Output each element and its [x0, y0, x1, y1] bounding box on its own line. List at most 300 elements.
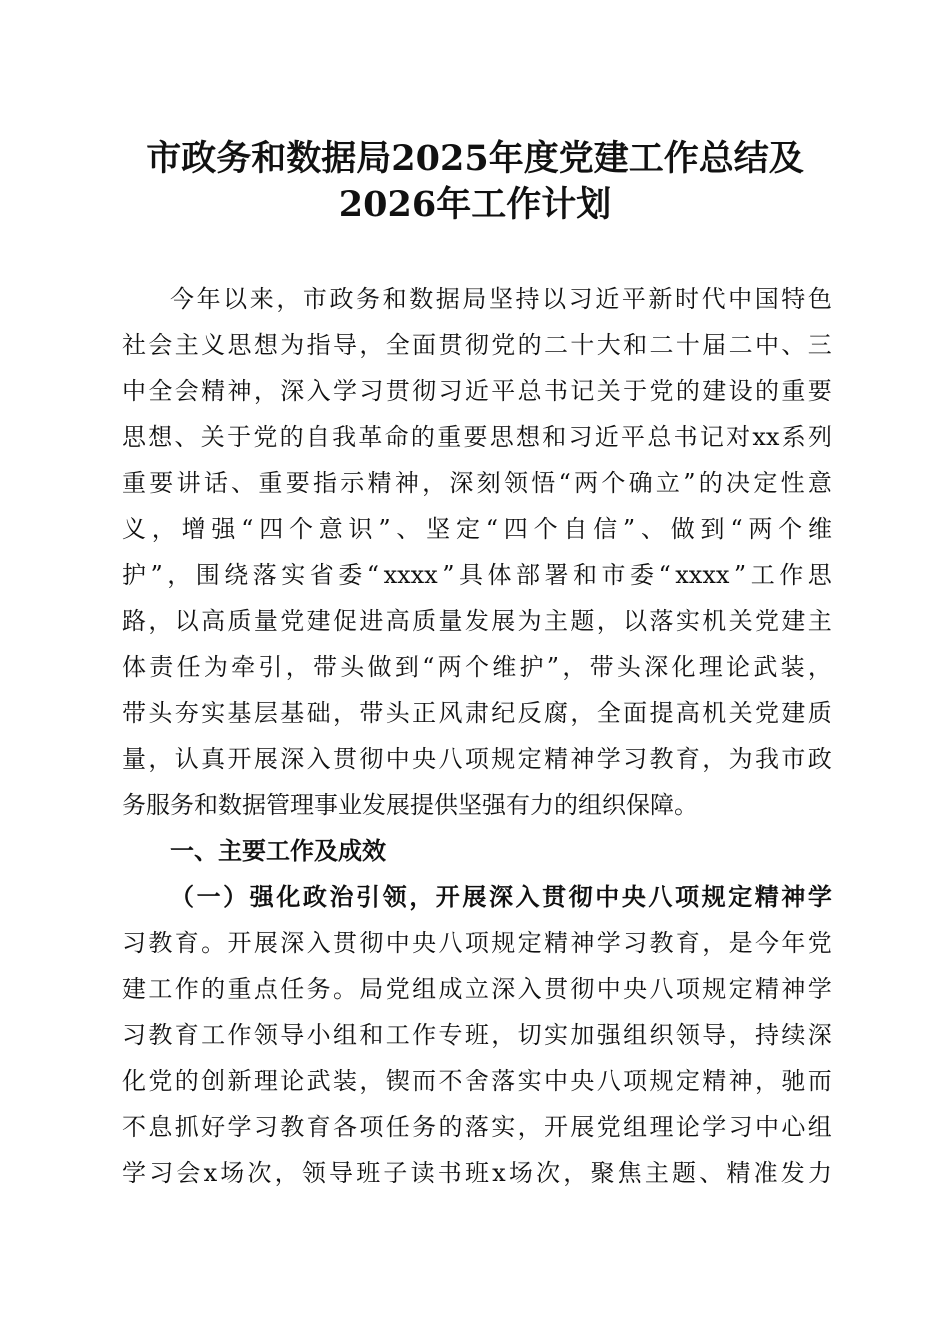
text-glyph: 绕: [224, 561, 249, 589]
text-glyph: 彻: [359, 745, 384, 773]
text-glyph: 列: [807, 423, 832, 451]
text-glyph: 中: [755, 1113, 779, 1141]
text-glyph: 今: [755, 929, 779, 957]
text-glyph: 正: [412, 699, 437, 727]
text-glyph: 做: [670, 515, 695, 543]
text-glyph: 关: [596, 377, 621, 405]
text-glyph: 导: [280, 1021, 305, 1049]
text-glyph: 党: [148, 1067, 173, 1095]
text-glyph: 贯: [544, 975, 568, 1003]
text-glyph: 党: [491, 331, 516, 359]
text-glyph: 点: [253, 975, 278, 1003]
text-glyph: 央: [570, 1067, 595, 1095]
text-glyph: 习: [122, 1021, 146, 1049]
text-line: [122, 598, 832, 644]
text-glyph: 次: [247, 1159, 272, 1187]
text-glyph: 据: [435, 285, 460, 313]
text-glyph: 习: [623, 929, 648, 957]
text-glyph: 组: [412, 975, 437, 1003]
text-glyph: 任: [176, 653, 201, 681]
text-glyph: 体: [487, 561, 512, 589]
text-glyph: ，: [276, 285, 301, 313]
text-glyph: 成: [438, 975, 463, 1003]
text-glyph: 高: [201, 607, 226, 635]
text-glyph: 护: [122, 561, 146, 589]
text-line: [122, 368, 832, 414]
text-glyph: 深: [280, 745, 305, 773]
text-glyph: xx: [752, 423, 780, 451]
text-glyph: 以: [623, 607, 648, 635]
text-glyph: 以: [174, 607, 199, 635]
subsection-heading: [122, 874, 832, 920]
text-glyph: 教: [148, 1021, 173, 1049]
text-glyph: 组: [623, 1113, 648, 1141]
text-glyph: 定: [517, 929, 542, 957]
text-glyph: 的: [517, 331, 542, 359]
text-glyph: ，: [517, 1113, 542, 1141]
text-glyph: 持: [755, 1021, 779, 1049]
text-line: [122, 920, 832, 966]
text-glyph: 局: [462, 285, 487, 313]
text-glyph: 学: [596, 929, 621, 957]
text-glyph: 局: [359, 975, 384, 1003]
text-glyph: 小: [306, 1021, 331, 1049]
text-glyph: 真: [201, 745, 226, 773]
text-glyph: 、: [699, 1159, 724, 1187]
text-glyph: 央: [621, 882, 646, 911]
text-glyph: 和: [542, 423, 567, 451]
text-glyph: 悟: [531, 469, 556, 497]
text-glyph: 化: [671, 653, 696, 681]
text-line: [122, 414, 832, 460]
text-glyph: 委: [629, 561, 654, 589]
text-glyph: 作: [412, 1021, 437, 1049]
text-glyph: 础: [306, 699, 331, 727]
text-glyph: 学: [807, 882, 832, 911]
text-glyph: 平: [621, 423, 646, 451]
text-glyph: 八: [438, 929, 463, 957]
text-glyph: 神: [781, 882, 806, 911]
text-glyph: 近: [594, 423, 619, 451]
text-glyph: 深: [280, 377, 305, 405]
text-glyph: 进: [359, 607, 384, 635]
text-glyph: 带: [359, 699, 384, 727]
text-glyph: 落: [252, 561, 277, 589]
text-glyph: 的: [554, 791, 578, 819]
text-glyph: 育: [675, 929, 700, 957]
text-glyph: 的: [410, 423, 435, 451]
text-glyph: 为: [203, 653, 228, 681]
text-glyph: 大: [596, 331, 621, 359]
text-glyph: 开: [435, 882, 460, 911]
text-glyph: 机: [702, 699, 727, 727]
text-glyph: 障: [650, 791, 674, 819]
text-glyph: 持: [515, 285, 540, 313]
text-glyph: 精: [755, 975, 779, 1003]
text-glyph: 中: [122, 377, 146, 405]
text-glyph: 和: [382, 285, 407, 313]
text-glyph: 量: [438, 607, 463, 635]
text-glyph: 武: [753, 653, 778, 681]
text-glyph: 意: [807, 469, 832, 497]
text-glyph: 党: [385, 975, 410, 1003]
text-glyph: 想: [253, 331, 278, 359]
text-glyph: 信: [593, 515, 618, 543]
text-glyph: 入: [306, 377, 331, 405]
text-glyph: 不: [438, 1067, 463, 1095]
text-glyph: 省: [309, 561, 334, 589]
text-glyph: 今: [170, 285, 194, 313]
text-glyph: 加: [570, 1021, 595, 1049]
text-glyph: 各: [333, 1113, 357, 1141]
text-glyph: 设: [728, 377, 753, 405]
text-glyph: 命: [384, 423, 409, 451]
text-glyph: ，: [359, 1067, 384, 1095]
text-glyph: 维: [807, 515, 832, 543]
text-glyph: 务: [306, 975, 331, 1003]
text-glyph: 高: [385, 607, 410, 635]
text-glyph: 习: [149, 1159, 174, 1187]
text-line: [122, 1150, 832, 1196]
text-glyph: 认: [174, 745, 199, 773]
text-glyph: 织: [602, 791, 626, 819]
text-glyph: 抓: [174, 1113, 199, 1141]
text-glyph: 育: [174, 1021, 199, 1049]
text-glyph: 平: [621, 285, 646, 313]
text-glyph: 风: [438, 699, 463, 727]
text-glyph: 坚: [488, 285, 513, 313]
text-glyph: 不: [122, 1113, 146, 1141]
text-glyph: 展: [253, 929, 278, 957]
text-glyph: 项: [674, 882, 699, 911]
text-glyph: 坚: [458, 791, 482, 819]
text-glyph: 精: [726, 1159, 751, 1187]
text-glyph: 立: [464, 975, 489, 1003]
text-glyph: 。: [674, 791, 698, 819]
text-glyph: 委: [338, 561, 363, 589]
text-glyph: 基: [227, 699, 252, 727]
text-glyph: 导: [702, 1021, 727, 1049]
text-glyph: 治: [329, 882, 354, 911]
text-glyph: 腐: [544, 699, 568, 727]
text-glyph: 书: [544, 377, 568, 405]
text-glyph: “: [658, 561, 671, 589]
text-glyph: 围: [195, 561, 220, 589]
text-glyph: 革: [358, 423, 383, 451]
text-glyph: 的: [675, 377, 700, 405]
text-glyph: 对: [726, 423, 751, 451]
text-glyph: 武: [306, 1067, 331, 1095]
text-glyph: 头: [616, 653, 641, 681]
text-glyph: 两: [437, 653, 462, 681]
text-glyph: 规: [491, 745, 516, 773]
text-glyph: 学: [227, 1113, 252, 1141]
text-glyph: “: [422, 653, 435, 681]
text-glyph: 全: [148, 377, 173, 405]
text-glyph: ，: [728, 1021, 753, 1049]
text-glyph: 组: [807, 1113, 832, 1141]
text-glyph: 要: [463, 423, 488, 451]
text-glyph: 学: [807, 975, 832, 1003]
text-glyph: 是: [728, 929, 753, 957]
text-glyph: ，: [807, 653, 832, 681]
text-glyph: 会: [176, 1159, 201, 1187]
text-glyph: 规: [491, 929, 516, 957]
text-glyph: 三: [807, 331, 832, 359]
text-glyph: 到: [394, 653, 419, 681]
text-glyph: 想: [148, 423, 173, 451]
text-glyph: 彻: [568, 882, 593, 911]
text-glyph: 提: [649, 699, 674, 727]
text-glyph: 的: [698, 469, 723, 497]
text-glyph: 党: [649, 377, 674, 405]
text-glyph: 展: [462, 882, 487, 911]
text-glyph: 重: [437, 423, 462, 451]
text-glyph: 深: [807, 1021, 832, 1049]
text-glyph: 关: [728, 699, 753, 727]
text-glyph: 定: [675, 1067, 700, 1095]
text-glyph: 精: [702, 1067, 727, 1095]
text-glyph: 责: [149, 653, 174, 681]
text-glyph: 神: [728, 1067, 753, 1095]
text-glyph: 作: [227, 1021, 252, 1049]
text-glyph: 开: [227, 929, 252, 957]
text-glyph: 贯: [333, 745, 357, 773]
subsection-paragraph: [122, 874, 832, 1196]
text-glyph: 入: [517, 975, 542, 1003]
text-glyph: 而: [412, 1067, 437, 1095]
text-glyph: 发: [362, 791, 386, 819]
text-glyph: 规: [701, 882, 726, 911]
text-glyph: ，: [359, 331, 384, 359]
text-glyph: 政: [807, 745, 832, 773]
text-glyph: ，: [562, 653, 587, 681]
text-glyph: 量: [253, 607, 278, 635]
text-glyph: 中: [385, 929, 410, 957]
text-glyph: 导: [329, 1159, 354, 1187]
text-glyph: 八: [596, 1067, 621, 1095]
text-glyph: 入: [515, 882, 540, 911]
text-glyph: 作: [174, 975, 199, 1003]
text-glyph: 带: [312, 653, 337, 681]
text-glyph: 层: [253, 699, 278, 727]
text-glyph: 重: [227, 975, 252, 1003]
text-glyph: 深: [488, 882, 513, 911]
text-glyph: 提: [410, 791, 434, 819]
text-glyph: 创: [201, 1067, 226, 1095]
text-glyph: ，: [596, 607, 621, 635]
text-glyph: 两: [574, 469, 599, 497]
text-glyph: 心: [781, 1113, 806, 1141]
text-glyph: 学: [122, 1159, 146, 1187]
text-glyph: 务: [122, 791, 146, 819]
text-glyph: 党: [755, 607, 779, 635]
text-glyph: 供: [434, 791, 458, 819]
text-glyph: 精: [201, 377, 226, 405]
text-glyph: 二: [649, 331, 674, 359]
text-glyph: 场: [220, 1159, 245, 1187]
text-glyph: 发: [464, 607, 489, 635]
text-glyph: 化: [276, 882, 301, 911]
document-title-line-2: 2026年工作计划: [338, 184, 612, 225]
text-glyph: ，: [253, 377, 278, 405]
text-glyph: 聚: [590, 1159, 615, 1187]
text-glyph: 思: [122, 423, 146, 451]
text-glyph: ”: [546, 653, 560, 681]
text-glyph: 领: [503, 469, 528, 497]
text-glyph: 肃: [464, 699, 489, 727]
section-heading: [122, 828, 832, 874]
text-glyph: 会: [148, 331, 173, 359]
text-glyph: 个: [533, 515, 558, 543]
text-glyph: 书: [673, 423, 698, 451]
text-glyph: 确: [628, 469, 653, 497]
text-glyph: 学: [702, 1113, 727, 1141]
text-glyph: 来: [249, 285, 274, 313]
text-line: [122, 690, 832, 736]
text-glyph: 质: [227, 607, 252, 635]
text-glyph: ”: [683, 469, 696, 497]
text-glyph: 新: [227, 1067, 252, 1095]
text-glyph: 贯: [333, 929, 357, 957]
text-glyph: 续: [781, 1021, 806, 1049]
text-glyph: 任: [385, 1113, 410, 1141]
text-line: [122, 1104, 832, 1150]
text-glyph: 好: [201, 1113, 226, 1141]
text-glyph: 神: [570, 929, 595, 957]
text-glyph: 央: [412, 929, 437, 957]
text-glyph: 领: [675, 1021, 700, 1049]
text-glyph: 央: [623, 975, 648, 1003]
text-glyph: 中: [595, 882, 620, 911]
text-glyph: 讲: [176, 469, 201, 497]
text-glyph: 色: [807, 285, 832, 313]
text-line: [122, 736, 832, 782]
text-glyph: 精: [544, 929, 568, 957]
text-glyph: 领: [382, 882, 407, 911]
text-line: [122, 552, 832, 598]
text-glyph: 中: [544, 1067, 568, 1095]
text-glyph: ，: [702, 929, 727, 957]
text-glyph: ）: [223, 882, 248, 911]
text-glyph: ，: [755, 1067, 779, 1095]
text-glyph: 、: [396, 515, 421, 543]
text-glyph: 织: [649, 1021, 674, 1049]
text-glyph: 务: [170, 791, 194, 819]
text-glyph: 重: [122, 469, 146, 497]
text-glyph: 规: [702, 975, 727, 1003]
text-glyph: 彻: [464, 331, 489, 359]
text-glyph: 总: [517, 377, 542, 405]
text-glyph: 指: [306, 331, 331, 359]
text-glyph: 建: [702, 377, 727, 405]
text-glyph: 教: [148, 929, 173, 957]
text-glyph: 定: [753, 469, 778, 497]
text-glyph: 为: [280, 331, 305, 359]
text-glyph: 。: [201, 929, 226, 957]
text-glyph: 中: [385, 745, 410, 773]
text-line: [122, 782, 832, 828]
text-glyph: 中: [755, 331, 779, 359]
text-glyph: 深: [491, 975, 516, 1003]
text-glyph: 题: [672, 1159, 697, 1187]
text-glyph: 精: [367, 469, 392, 497]
text-glyph: 开: [544, 1113, 568, 1141]
text-glyph: 班: [464, 1021, 489, 1049]
text-glyph: 社: [122, 331, 146, 359]
text-glyph: 平: [491, 377, 516, 405]
text-glyph: 教: [649, 929, 674, 957]
text-glyph: 强: [249, 882, 274, 911]
text-glyph: 我: [332, 423, 357, 451]
text-glyph: 化: [122, 1067, 146, 1095]
text-glyph: 学: [333, 377, 357, 405]
text-glyph: 组: [578, 791, 602, 819]
text-glyph: 入: [306, 745, 331, 773]
text-glyph: 八: [649, 975, 674, 1003]
text-glyph: 头: [148, 699, 173, 727]
text-glyph: 任: [280, 975, 305, 1003]
text-glyph: 的: [755, 377, 779, 405]
text-glyph: 质: [807, 699, 832, 727]
text-glyph: 和: [194, 791, 218, 819]
text-glyph: 理: [253, 1067, 278, 1095]
text-glyph: 到: [700, 515, 725, 543]
text-glyph: 入: [306, 929, 331, 957]
text-glyph: ，: [563, 1159, 588, 1187]
text-glyph: 面: [412, 331, 437, 359]
text-glyph: x: [203, 1159, 218, 1187]
section-heading-text: 一、主要工作及成效: [170, 837, 386, 865]
text-glyph: 年: [781, 929, 806, 957]
text-glyph: 强: [596, 1021, 621, 1049]
text-glyph: 八: [438, 745, 463, 773]
text-glyph: 育: [306, 1113, 331, 1141]
text-glyph: 立: [655, 469, 680, 497]
text-glyph: 定: [728, 975, 753, 1003]
text-glyph: ”: [622, 515, 636, 543]
text-glyph: 贯: [438, 331, 463, 359]
text-glyph: 的: [174, 1067, 199, 1095]
text-glyph: 中: [596, 975, 621, 1003]
text-glyph: 政: [329, 285, 354, 313]
text-line: [122, 644, 832, 690]
text-glyph: 会: [174, 377, 199, 405]
text-glyph: ，: [702, 745, 727, 773]
text-glyph: ”: [442, 561, 455, 589]
text-glyph: 育: [174, 929, 199, 957]
text-glyph: 想: [515, 423, 540, 451]
text-glyph: 贯: [542, 882, 567, 911]
text-glyph: 习: [623, 745, 648, 773]
text-glyph: 发: [780, 1159, 805, 1187]
text-glyph: ，: [151, 515, 176, 543]
text-glyph: 和: [623, 331, 648, 359]
text-glyph: 习: [122, 929, 146, 957]
text-glyph: 建: [781, 607, 806, 635]
text-glyph: 舍: [464, 1067, 489, 1095]
text-glyph: 数: [218, 791, 242, 819]
text-line: [122, 460, 832, 506]
text-glyph: 理: [698, 653, 723, 681]
text-glyph: 重: [258, 469, 283, 497]
text-glyph: 领: [301, 1159, 326, 1187]
text-glyph: 实: [517, 1067, 542, 1095]
text-glyph: 习: [568, 285, 593, 313]
text-glyph: 项: [623, 1067, 648, 1095]
text-glyph: 建: [781, 699, 806, 727]
text-glyph: 展: [253, 745, 278, 773]
